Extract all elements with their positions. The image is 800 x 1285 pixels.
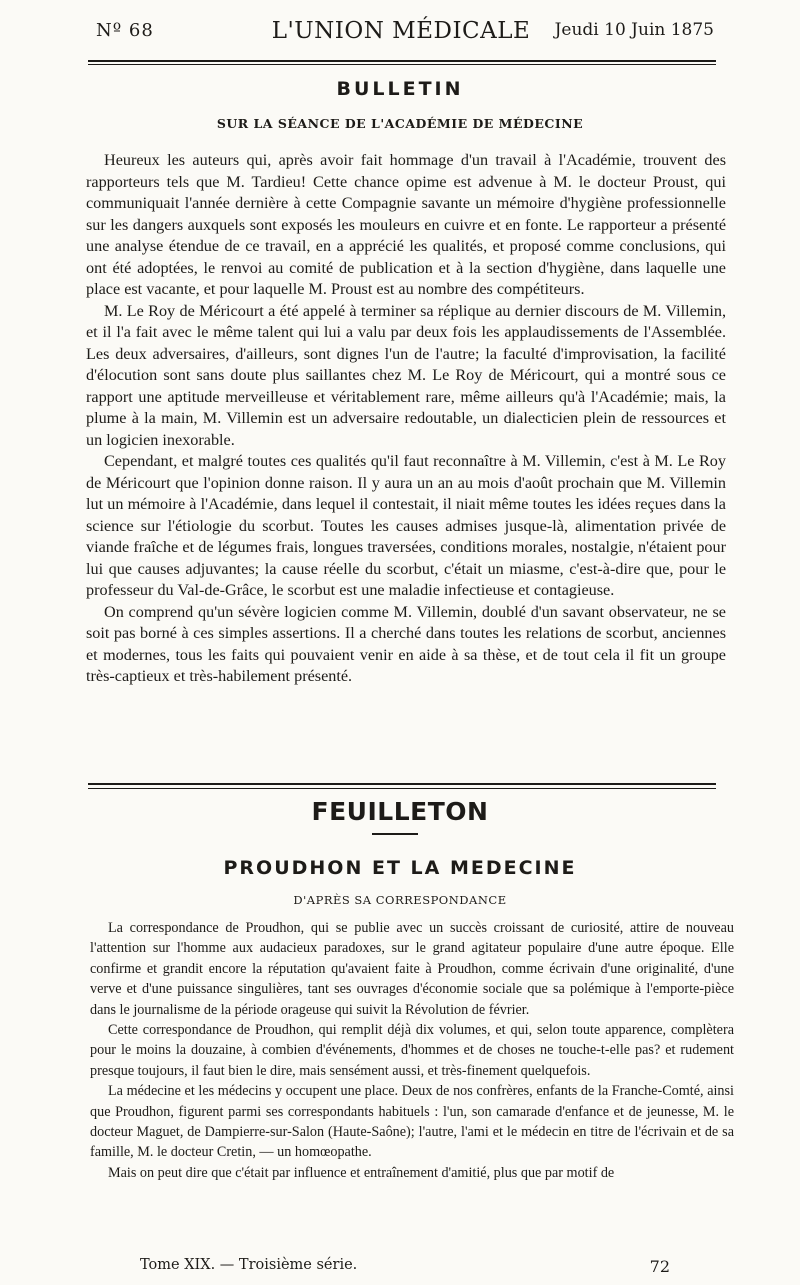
bulletin-paragraph: Heureux les auteurs qui, après avoir fait hommage d'un travail à l'Académie, trouvent des rapporteurs tels que M. Tardieu! Cette chance opime est advenue à M. le docteur Proust, qui communiquait l'année dernière à cette Compagnie savante un mémoire d'hygiène professionnelle sur les dangers auxquels sont exposés les mouleurs en cuivre et en fonte. Le rapporteur a présenté une analyse étendue de ce travail, en a apprécié les qualités, et proposé comme conclusions, qui ont été adoptées, le renvoi au comité de publication et à la section d'hygiène, dans laquelle une place est vacante, et pour laquelle M. Proust est au nombre des compétiteurs. xyxy=(86,151,726,298)
bulletin-body xyxy=(86,150,726,688)
issue-number: Nº 68 xyxy=(96,20,154,41)
feuilleton-paragraph: Cette correspondance de Proudhon, qui remplit déjà dix volumes, et qui, selon toute apparence, complètera pour le moins la douzaine, à combien d'événements, d'hommes et de choses ne touche-t-elle pas? et rudement presque toujours, il faut bien le dire, mais sensément aussi, et très-finement quelquefois. xyxy=(90,1022,734,1079)
article-title: PROUDHON ET LA MEDECINE xyxy=(223,857,577,879)
bulletin-paragraph: On comprend qu'un sévère logicien comme M. Villemin, doublé d'un savant observateur, ne se soit pas borné à ces simples assertions. Il a cherché dans toutes les relations de scorbut, anciennes et modernes, tous les faits qui pouvaient venir en aide à sa thèse, et de tout cela il fit un groupe très-captieux et très-habilement présenté. xyxy=(86,602,726,685)
feuilleton-rule xyxy=(88,783,716,785)
page-footer xyxy=(140,1257,670,1279)
tome-label: Tome XIX. — Troisième série. xyxy=(140,1257,358,1273)
feuilleton-rule-thin xyxy=(88,788,716,789)
bulletin-title: BULLETIN xyxy=(336,78,464,100)
title-dash xyxy=(372,833,418,835)
feuilleton-paragraph: La médecine et les médecins y occupent une place. Deux de nos confrères, enfants de la Franche-Comté, ainsi que Proudhon, figurent parmi ses correspondants habituels : l'un, son camarade d'enfance et de jeunesse, M. le docteur Maguet, de Dampierre-sur-Salon (Haute-Saône); l'autre, l'ami et le médecin en titre de l'écrivain et de sa famille, M. le docteur Cretin, — un homœopathe. xyxy=(90,1083,734,1161)
feuilleton-paragraph: Mais on peut dire que c'était par influence et entraînement d'amitié, plus que par motif de xyxy=(108,1164,615,1181)
feuilleton-body xyxy=(90,918,734,1183)
issue-date: Jeudi 10 Juin 1875 xyxy=(554,20,714,40)
bulletin-subtitle: SUR LA SÉANCE DE L'ACADÉMIE DE MÉDECINE xyxy=(216,116,584,131)
header-rule xyxy=(88,60,716,62)
bulletin-paragraph: Cependant, et malgré toutes ces qualités qu'il faut reconnaître à M. Villemin, c'est à M. Le Roy de Méricourt que l'opinion donne raison. Il y aura un an au mois d'août prochain que M. Villemin lut un mémoire à l'Académie, dans lequel il contestait, il niait même toutes les idées reçues dans la science sur l'étiologie du scorbut. Toutes les causes admises jusque-là, alimentation privée de viande fraîche et de légumes frais, longues traversées, conditions morales, nostalgie, n'étaient pour lui que causes adjuvantes; la cause réelle du scorbut, c'était un miasme, c'est-à-dire que, pour le professeur du Val-de-Grâce, le scorbut est une maladie infectieuse et contagieuse. xyxy=(86,452,726,599)
journal-title: L'UNION MÉDICALE xyxy=(271,18,531,44)
header-rule-thin xyxy=(88,64,716,65)
bulletin-paragraph: M. Le Roy de Méricourt a été appelé à terminer sa réplique au dernier discours de M. Villemin, et il l'a fait avec le même talent qui lui a valu par deux fois les applaudissements de l'Assemblée. Les deux adversaires, d'ailleurs, sont dignes l'un de l'autre; la faculté d'improvisation, la facilité d'élocution sont sans doute plus saillantes chez M. Le Roy de Méricourt, qui a montré sous ce rapport une aptitude merveilleuse et véritablement rare, même ailleurs qu'à l'Académie; mais, la plume à la main, M. Villemin est un adversaire redoutable, un dialecticien plein de ressources et un logicien inexorable. xyxy=(86,301,726,449)
page-number: 72 xyxy=(649,1257,670,1276)
feuilleton-title: FEUILLETON xyxy=(311,797,489,826)
page-header xyxy=(88,18,714,52)
feuilleton-paragraph: La correspondance de Proudhon, qui se publie avec un succès croissant de curiosité, attire de nouveau l'attention sur l'homme aux audacieux paradoxes, sur le grand agitateur populaire d'une autre époque. Elle confirme et grandit encore la réputation qu'avaient faite à Proudhon, comme écrivain d'une originalité, d'une verve et d'une puissance singulières, tant ses ouvrages d'économie sociale que sa polémique à l'emporte-pièce dans le journalisme de la période orageuse qui suivit la Révolution de février. xyxy=(90,920,734,1018)
article-subtitle: D'APRÈS SA CORRESPONDANCE xyxy=(293,893,507,907)
